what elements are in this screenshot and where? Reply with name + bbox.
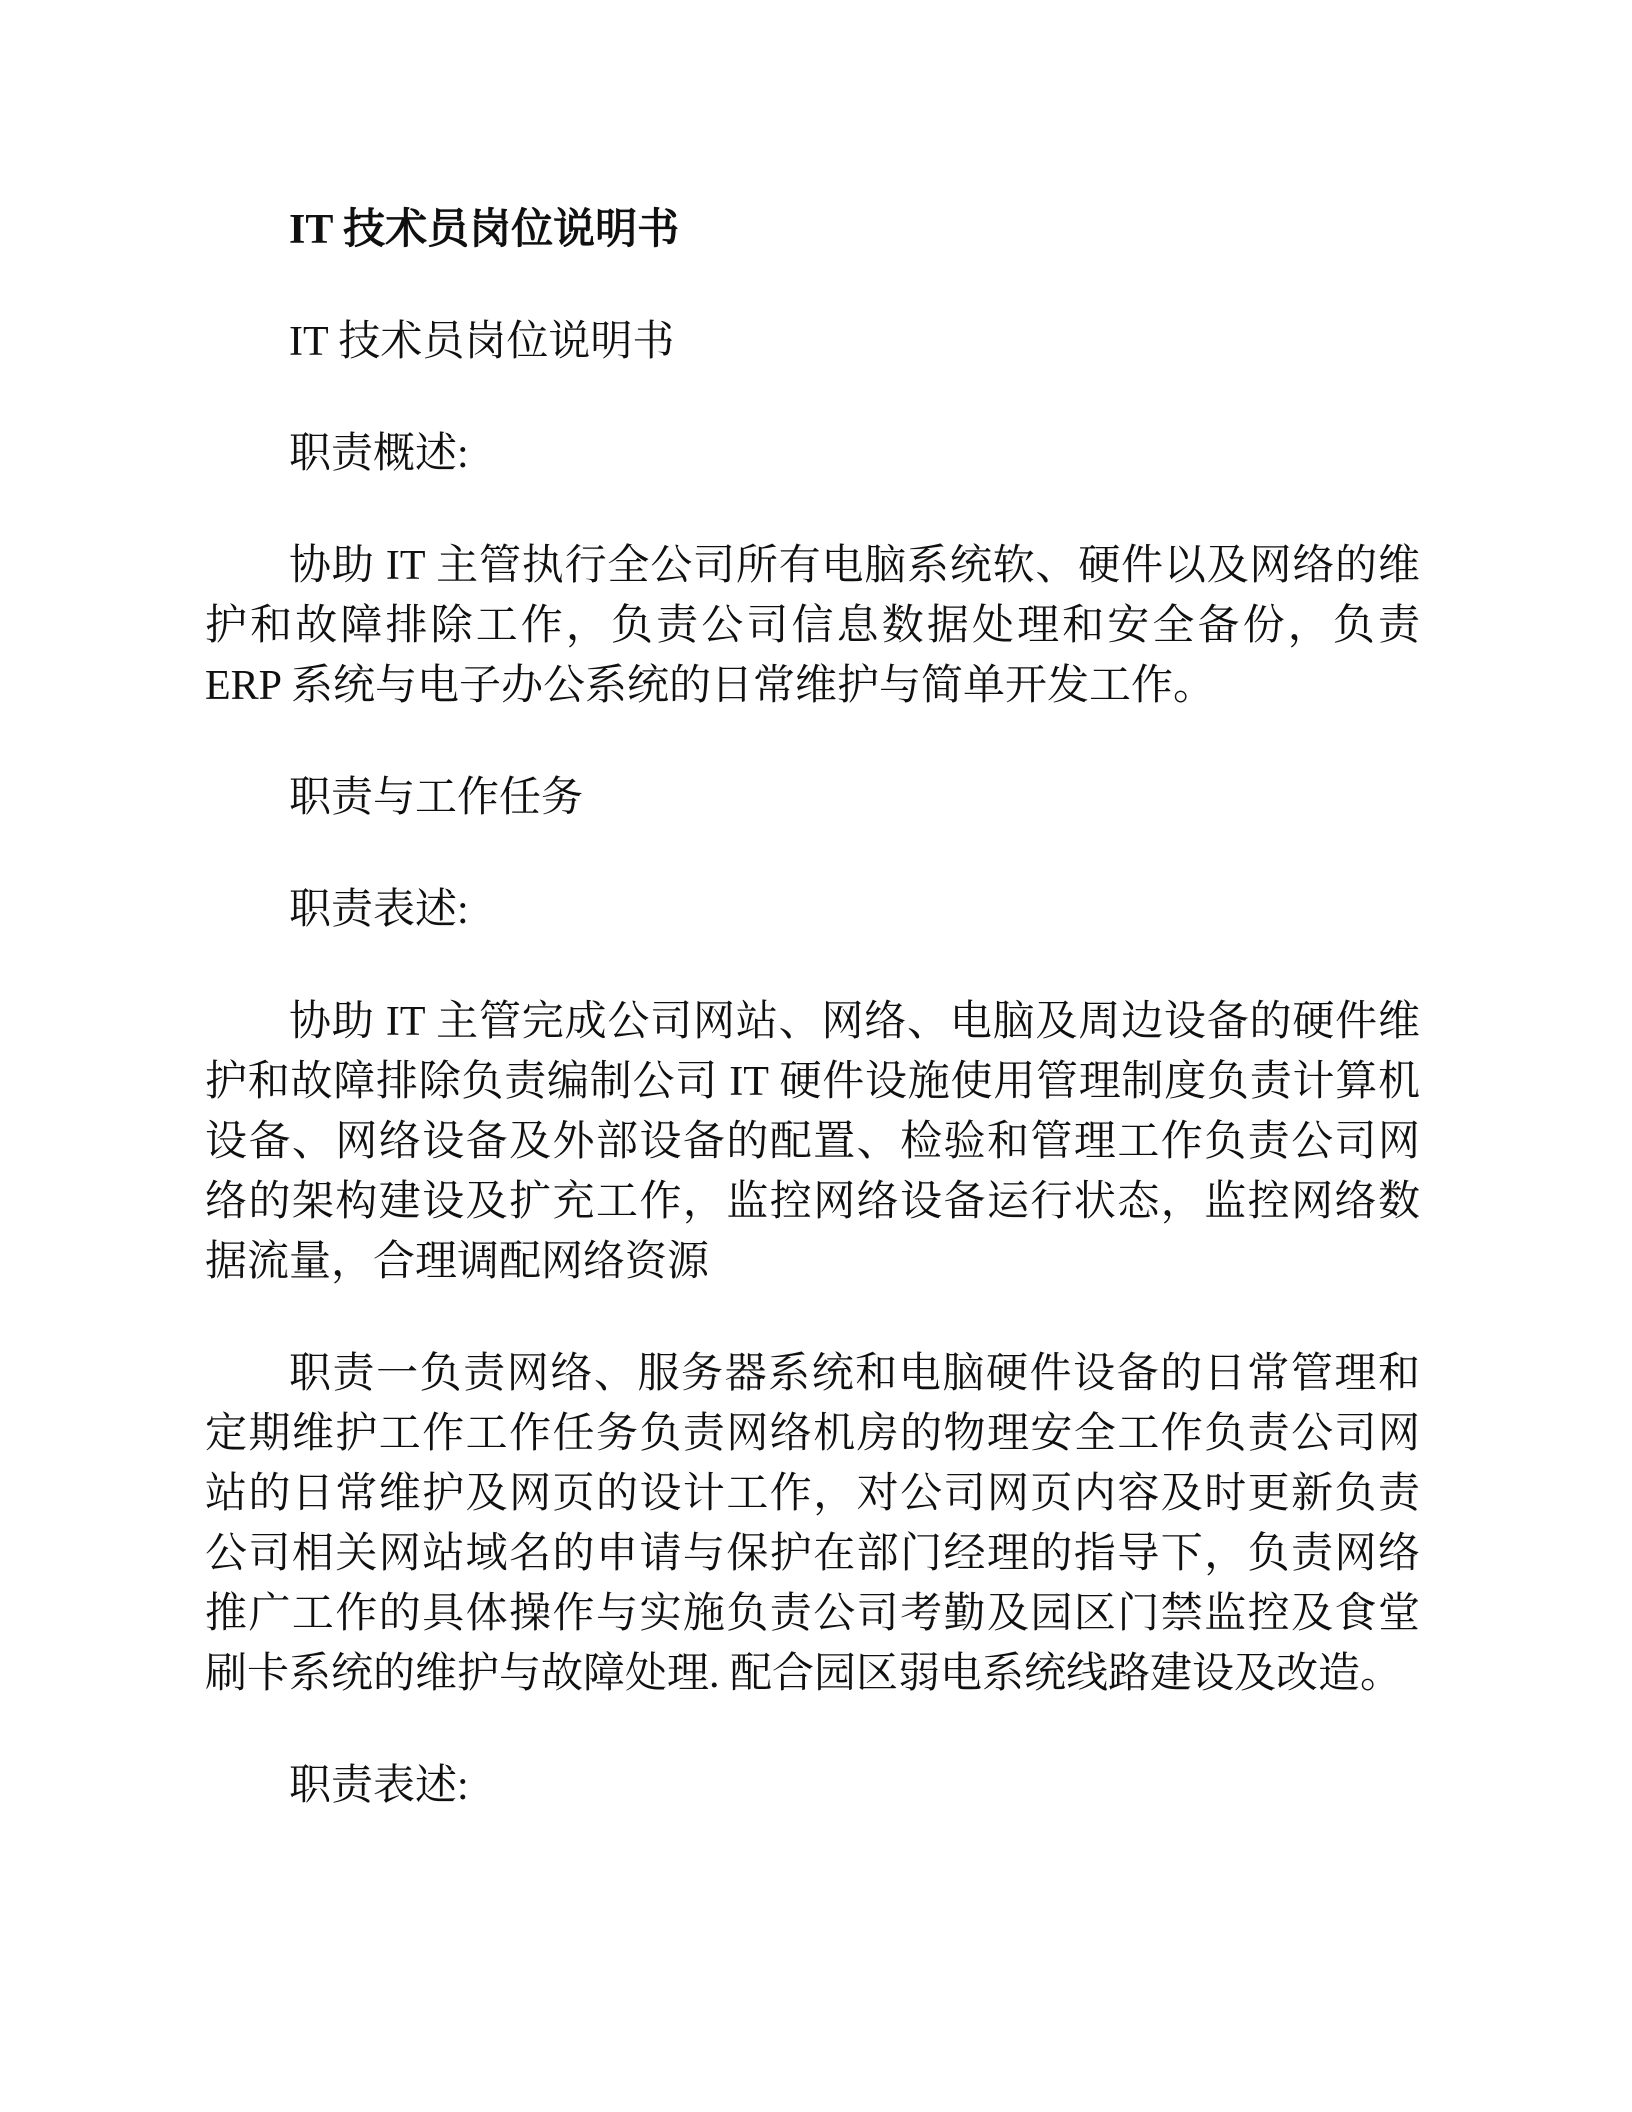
document-title: IT 技术员岗位说明书 xyxy=(289,319,675,365)
section-heading-duty-statement-2: 职责表述: xyxy=(289,1763,469,1809)
body-paragraph-duty-statement: 协助 IT 主管完成公司网站、网络、电脑及周边设备的硬件维护和故障排除负责编制公司 IT 硬件设施使用管理制度负责计算机设备、网络设备及外部设备的配置、检验和管理工作负责公司网络的架构建设及扩充工作，监控网络设备运行状态，监控网络数据流量，合理调配网络资源 xyxy=(205,999,1420,1285)
section-heading-duties-and-tasks: 职责与工作任务 xyxy=(289,775,584,821)
body-paragraph-overview: 协助 IT 主管执行全公司所有电脑系统软、硬件以及网络的维护和故障排除工作，负责公司信息数据处理和安全备份，负责 ERP 系统与电子办公系统的日常维护与简单开发工作。 xyxy=(205,543,1420,709)
section-heading-duty-statement-1: 职责表述: xyxy=(289,887,469,933)
body-paragraph-duty-one: 职责一负责网络、服务器系统和电脑硬件设备的日常管理和定期维护工作工作任务负责网络机房的物理安全工作负责公司网站的日常维护及网页的设计工作，对公司网页内容及时更新负责公司相关网站域名的申请与保护在部门经理的指导下，负责网络推广工作的具体操作与实施负责公司考勤及园区门禁监控及食堂刷卡系统的维护与故障处理. 配合园区弱电系统线路建设及改造。 xyxy=(205,1351,1420,1697)
document-title-bold: IT 技术员岗位说明书 xyxy=(289,207,680,253)
section-heading-duty-overview: 职责概述: xyxy=(289,431,469,477)
